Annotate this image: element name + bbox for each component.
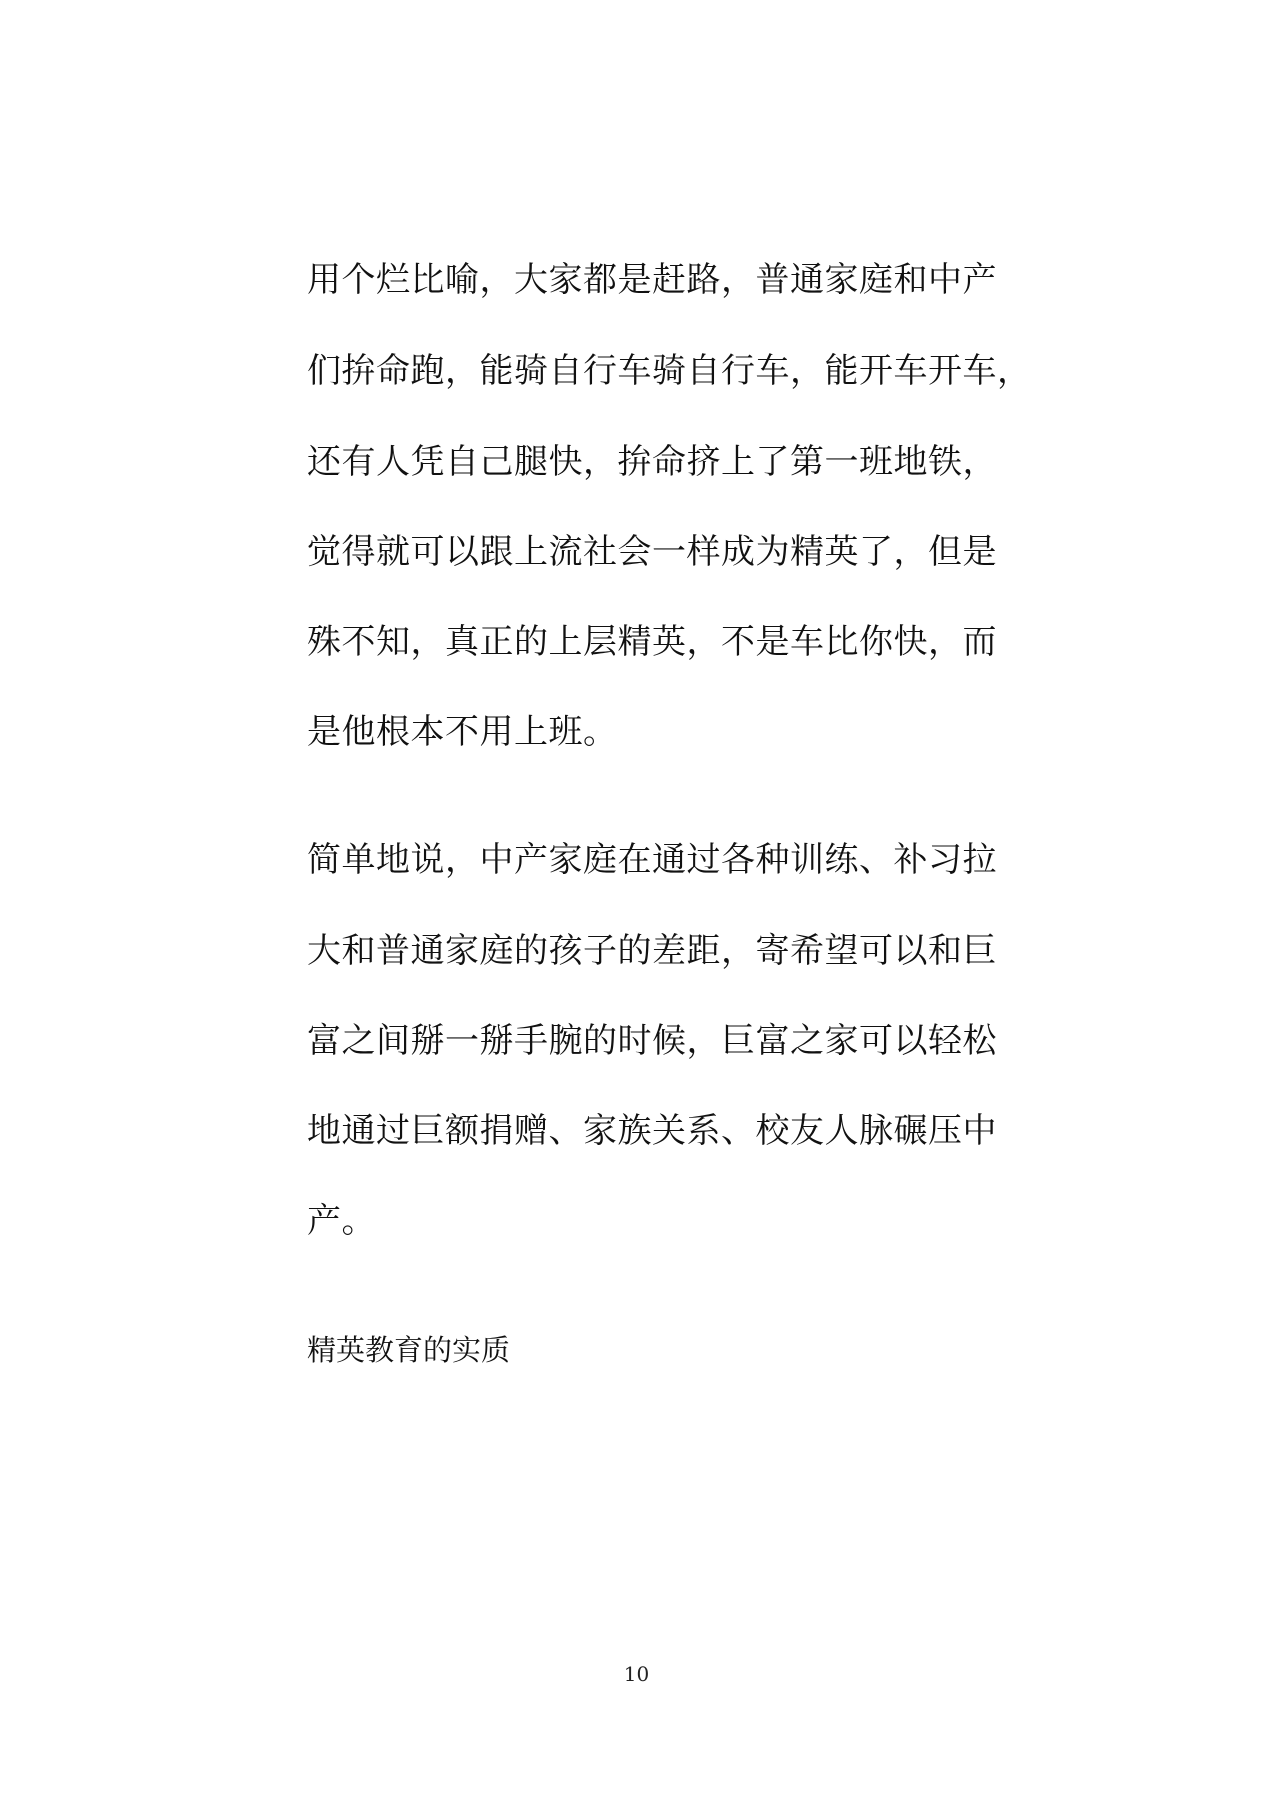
page-number: 10 (623, 1662, 650, 1686)
text-line: 是他根本不用上班。 (307, 712, 618, 752)
text-line: 大和普通家庭的孩子的差距，寄希望可以和巨 (307, 931, 997, 971)
text-line: 还有人凭自己腿快，拚命挤上了第一班地铁， (307, 442, 997, 482)
text-line: 用个烂比喻，大家都是赶路，普通家庭和中产 (307, 260, 997, 300)
text-line: 们拚命跑，能骑自行车骑自行车，能开车开车， (307, 351, 1032, 391)
text-line: 殊不知，真正的上层精英，不是车比你快，而 (307, 622, 997, 662)
text-line: 地通过巨额捐赠、家族关系、校友人脉碾压中 (307, 1111, 997, 1151)
text-line: 简单地说，中产家庭在通过各种训练、补习拉 (307, 840, 997, 880)
section-heading: 精英教育的实质 (307, 1333, 511, 1367)
text-line: 富之间掰一掰手腕的时候，巨富之家可以轻松 (307, 1021, 997, 1061)
text-line: 觉得就可以跟上流社会一样成为精英了，但是 (307, 532, 997, 572)
text-line: 产。 (307, 1201, 376, 1241)
